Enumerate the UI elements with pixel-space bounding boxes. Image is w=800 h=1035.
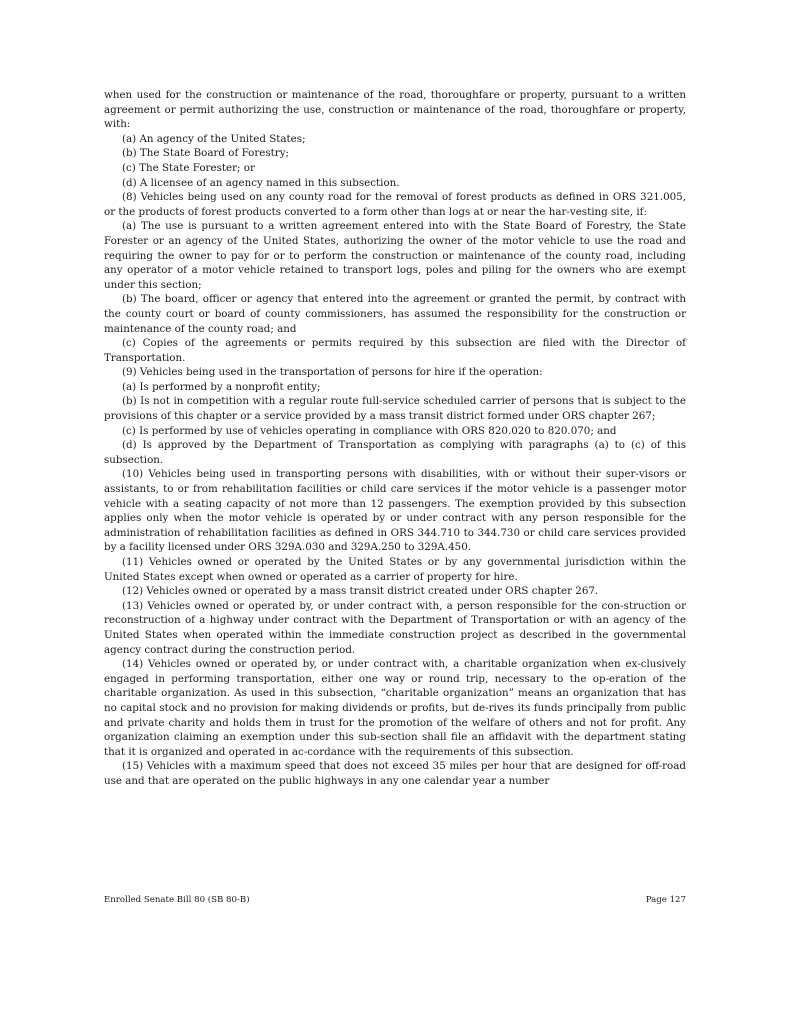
paragraph: (13) Vehicles owned or operated by, or under contract with, a person responsible for the con-struction or reconstruction of a highway under contract with the Department of Transportation or with an agency of the United States when operated within the immediate construction project as described in the governmental agency contract during the construction period. [104, 599, 686, 656]
paragraph: (d) A licensee of an agency named in this subsection. [122, 176, 400, 189]
paragraph: (a) An agency of the United States; [122, 132, 306, 145]
paragraph: (a) The use is pursuant to a written agreement entered into with the State Board of Forestry, the State Forester or an agency of the United States, authorizing the owner of the motor vehicle to use the road and requiring the owner to pay for or to perform the construction or maintenance of the county road, including any operator of a motor vehicle retained to transport logs, poles and piling for the owners who are exempt under this section; [104, 220, 686, 291]
paragraph: (14) Vehicles owned or operated by, or under contract with, a charitable organization when ex-clusively engaged in performing transportation, either one way or round trip, necessary to the op-eration of the charitable organization. As used in this subsection, “charitable organization” means an organization that has no capital stock and no provision for making dividends or profits, but de-rives its funds principally from public and private charity and holds them in trust for the promotion of the welfare of others and not for profit. Any organization claiming an exemption under this sub-section shall file an affidavit with the department stating that it is organized and operated in ac-cordance with the requirements of this subsection. [104, 658, 686, 758]
page-number: Page 127 [645, 895, 686, 905]
paragraph: (c) Is performed by use of vehicles operating in compliance with ORS 820.020 to 820.070; and [122, 424, 617, 437]
paragraph: (b) The State Board of Forestry; [122, 147, 290, 160]
paragraph: (9) Vehicles being used in the transportation of persons for hire if the operation: [122, 366, 543, 379]
paragraph: (d) Is approved by the Department of Transportation as complying with paragraphs (a) to (c) of this subsection. [104, 439, 686, 466]
paragraph: (c) Copies of the agreements or permits required by this subsection are filed with the Director of Transportation. [104, 337, 686, 364]
paragraph: (10) Vehicles being used in transporting persons with disabilities, with or without their super-visors or assistants, to or from rehabilitation facilities or child care services if the motor vehicle is a passenger motor vehicle with a seating capacity of not more than 12 passengers. The exemption provided by this subsection applies only when the motor vehicle is operated by or under contract with any person responsible for the administration of rehabilitation facilities as defined in ORS 344.710 to 344.730 or child care services provided by a facility licensed under ORS 329A.030 and 329A.250 to 329A.450. [104, 468, 686, 554]
paragraph: (11) Vehicles owned or operated by the United States or by any governmental jurisdiction within the United States except when owned or operated as a carrier of property for hire. [104, 556, 686, 583]
paragraph: (b) Is not in competition with a regular route full-service scheduled carrier of persons that is subject to the provisions of this chapter or a service provided by a mass transit district formed under ORS chapter 267; [104, 395, 686, 423]
paragraph: (c) The State Forester; or [122, 161, 255, 174]
page-footer [104, 895, 686, 905]
bill-identifier: Enrolled Senate Bill 80 (SB 80-B) [104, 895, 250, 905]
paragraph: (b) The board, officer or agency that entered into the agreement or granted the permit, by contract with the county court or board of county commissioners, has assumed the responsibility for the construction or maintenance of the county road; and [104, 293, 686, 335]
document-body [104, 88, 686, 789]
paragraph: (12) Vehicles owned or operated by a mass transit district created under ORS chapter 267. [122, 585, 599, 598]
paragraph: (8) Vehicles being used on any county road for the removal of forest products as defined in ORS 321.005, or the products of forest products converted to a form other than logs at or near the har-vesting site, if: [104, 191, 686, 218]
paragraph: (a) Is performed by a nonprofit entity; [122, 380, 321, 393]
paragraph: (15) Vehicles with a maximum speed that does not exceed 35 miles per hour that are designed for off-road use and that are operated on the public highways in any one calendar year a number [104, 760, 686, 787]
paragraph: when used for the construction or maintenance of the road, thoroughfare or property, pursuant to a written agreement or permit authorizing the use, construction or maintenance of the road, thoroughfare or property, with: [104, 89, 686, 131]
